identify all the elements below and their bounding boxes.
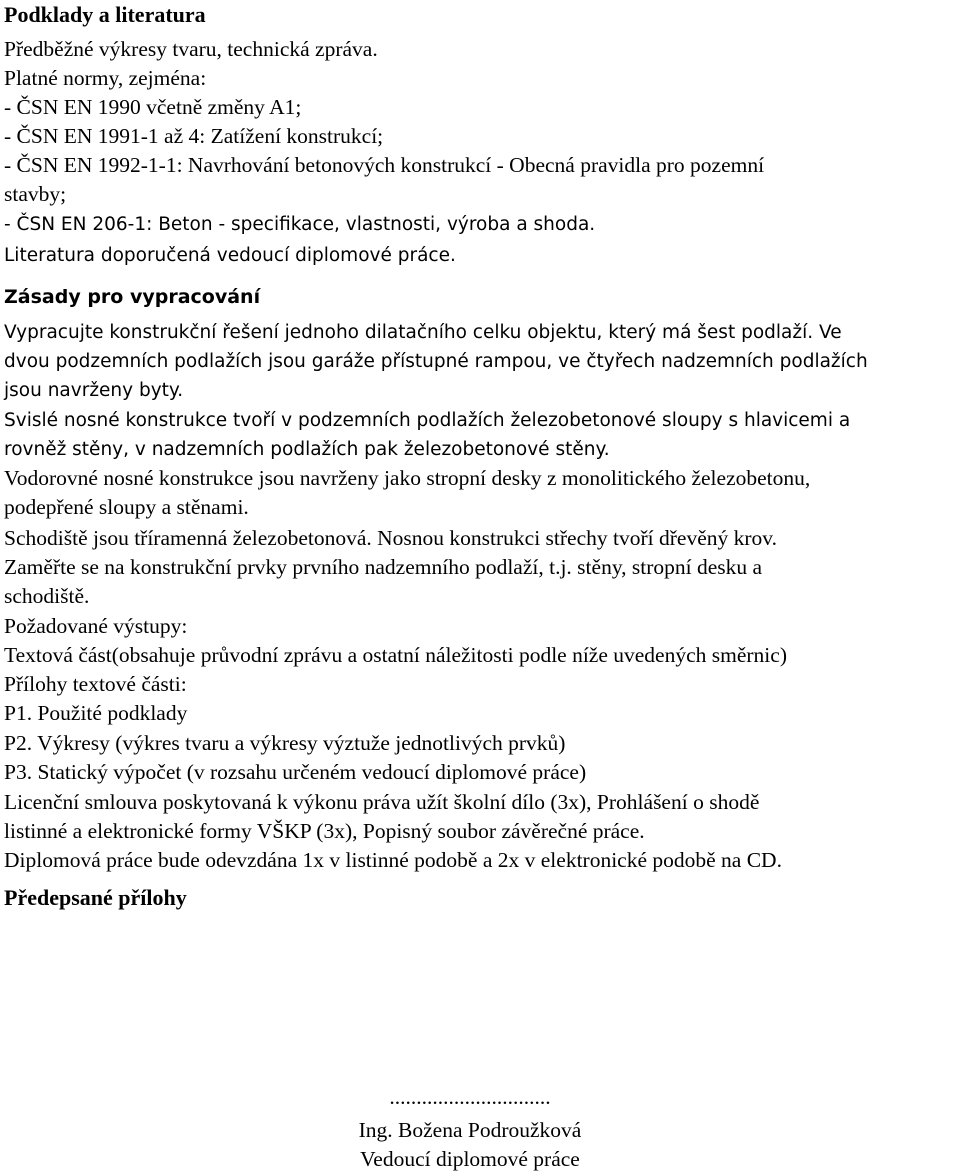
text-line: schodiště. xyxy=(4,584,90,608)
text-line: Zaměřte se na konstrukční prvky prvního nadzemního podlaží, t.j. stěny, stropní desku a xyxy=(4,555,763,579)
text-line: dvou podzemních podlažích jsou garáže přístupné rampou, ve čtyřech nadzemních podlažích xyxy=(4,351,868,372)
heading-zasady: Zásady pro vypracování xyxy=(4,286,261,308)
text-line: Požadované výstupy: xyxy=(4,614,188,638)
text-line: Svislé nosné konstrukce tvoří v podzemních podlažích železobetonové sloupy s hlavicemi a xyxy=(4,410,851,431)
text-line: rovněž stěny, v nadzemních podlažích pak železobetonové stěny. xyxy=(4,439,610,460)
text-line: - ČSN EN 206-1: Beton - specifikace, vlastnosti, výroba a shoda. xyxy=(4,214,596,235)
text-line: Přílohy textové části: xyxy=(4,672,187,696)
signature-role: Vedoucí diplomové práce xyxy=(360,1147,580,1171)
text-line: Vodorovné nosné konstrukce jsou navrženy jako stropní desky z monolitického železobetonu, xyxy=(4,466,811,490)
text-line: stavby; xyxy=(4,182,67,206)
text-line: Vypracujte konstrukční řešení jednoho dilatačního celku objektu, který má šest podlaží. Ve xyxy=(4,322,842,343)
text-line: Literatura doporučená vedoucí diplomové práce. xyxy=(4,245,456,266)
text-line: - ČSN EN 1991-1 až 4: Zatížení konstrukcí; xyxy=(4,124,384,148)
heading-prilohy: Předepsané přílohy xyxy=(4,885,187,910)
text-line: Diplomová práce bude odevzdána 1x v listinné podobě a 2x v elektronické podobě na CD. xyxy=(4,848,782,872)
text-line: - ČSN EN 1990 včetně změny A1; xyxy=(4,95,302,119)
text-line: P1. Použité podklady xyxy=(4,701,188,725)
text-line: Platné normy, zejména: xyxy=(4,66,207,90)
text-line: - ČSN EN 1992-1-1: Navrhování betonových konstrukcí - Obecná pravidla pro pozemní xyxy=(4,153,765,177)
text-line: Licenční smlouva poskytovaná k výkonu práva užít školní dílo (3x), Prohlášení o shodě xyxy=(4,790,760,814)
heading-podklady: Podklady a literatura xyxy=(4,2,206,27)
signature-name: Ing. Božena Podroužková xyxy=(358,1118,582,1142)
text-line: Schodiště jsou tříramenná železobetonová. Nosnou konstrukci střechy tvoří dřevěný krov. xyxy=(4,526,778,550)
text-line: Textová část(obsahuje průvodní zprávu a ostatní náležitosti podle níže uvedených směrnic) xyxy=(4,643,787,667)
text-line: P2. Výkresy (výkres tvaru a výkresy výztuže jednotlivých prvků) xyxy=(4,731,566,755)
signature-line: .............................. xyxy=(389,1085,551,1109)
text-line: jsou navrženy byty. xyxy=(4,380,184,401)
text-line: podepřené sloupy a stěnami. xyxy=(4,495,249,519)
text-line: listinné a elektronické formy VŠKP (3x), Popisný soubor závěrečné práce. xyxy=(4,819,645,843)
text-line: P3. Statický výpočet (v rozsahu určeném vedoucí diplomové práce) xyxy=(4,760,587,784)
text-line: Předběžné výkresy tvaru, technická zpráva. xyxy=(4,37,378,61)
